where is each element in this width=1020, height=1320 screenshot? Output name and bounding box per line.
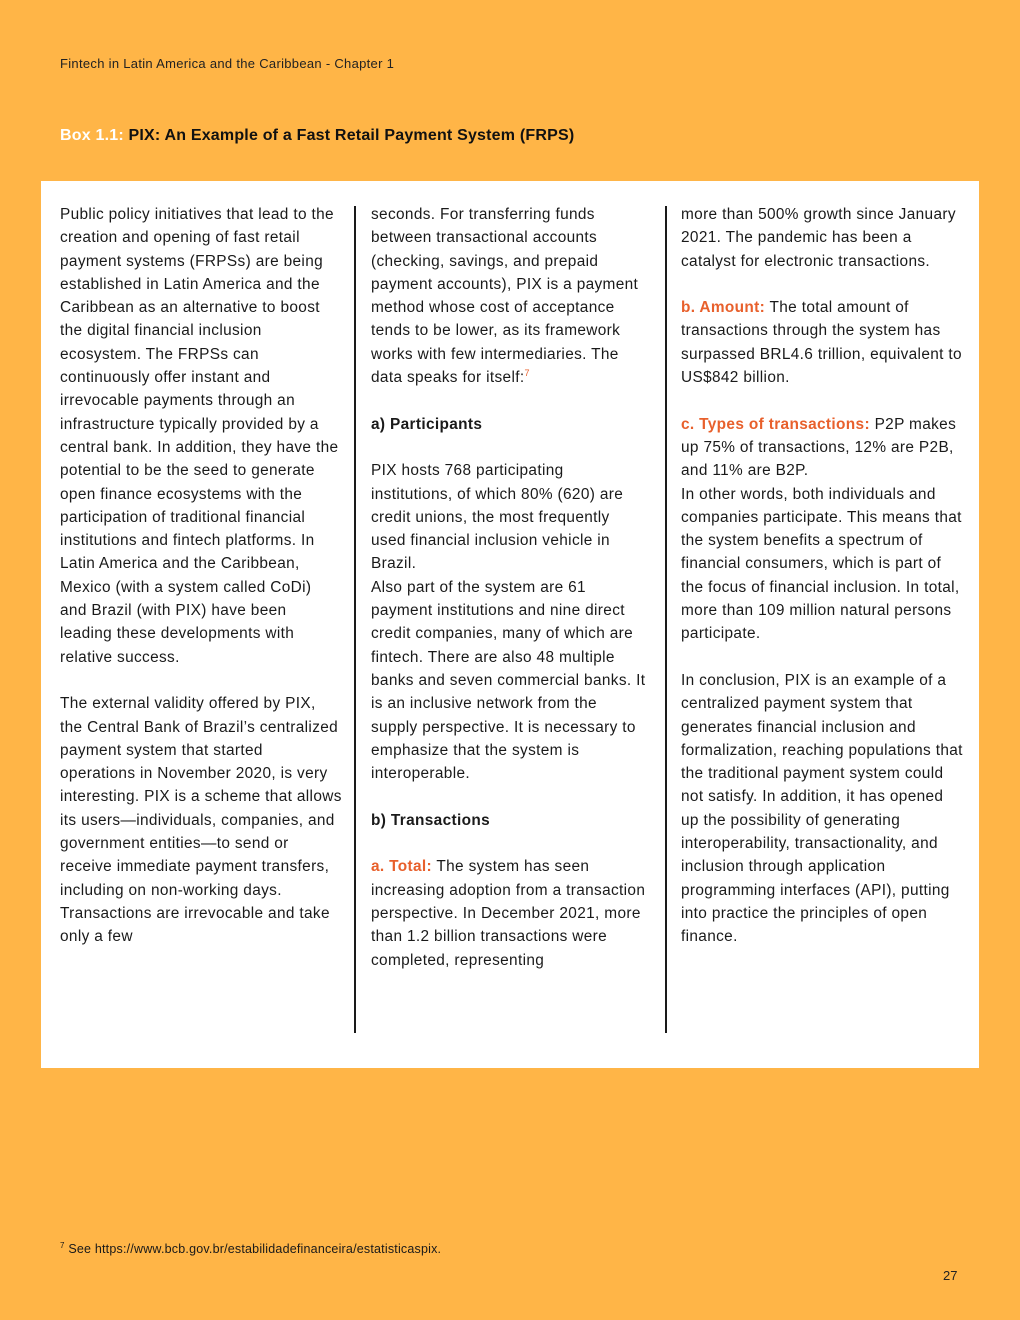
box-label: Box 1.1:: [60, 127, 124, 144]
column-1: [60, 203, 342, 949]
pix-cost-paragraph: [371, 203, 646, 389]
total-label: a. Total:: [371, 858, 433, 876]
footnote-number: 7: [60, 1241, 65, 1250]
types-label: c. Types of transactions:: [681, 415, 870, 433]
total-paragraph: [371, 855, 646, 971]
footnote: [60, 1241, 441, 1256]
amount-text: The total amount of transactions through the system has surpassed BRL4.6 trillion, equivalent to US$842 billion.: [681, 299, 962, 387]
types-text: P2P makes up 75% of transactions, 12% are P2B, and 11% are B2P.: [681, 415, 957, 480]
column-divider: [665, 206, 667, 1033]
box-title-text: PIX: An Example of a Fast Retail Payment System (FRPS): [128, 127, 575, 144]
footnote-text: See https://www.bcb.gov.br/estabilidadefinanceira/estatisticaspix.: [68, 1242, 442, 1257]
conclusion-paragraph: In conclusion, PIX is an example of a centralized payment system that generates financial inclusion and formalization, reaching populations that the traditional payment system could not satisfy. In addition, it has opened up the possibility of generating interoperability, transactionality, and inclusion through application programming interfaces (API), putting into practice the principles of open finance.: [681, 671, 963, 946]
column-2: [371, 203, 646, 972]
total-continued-paragraph: more than 500% growth since January 2021. The pandemic has been a catalyst for electronic transactions.: [681, 206, 956, 270]
footnote-ref[interactable]: 7: [524, 367, 530, 378]
participants-paragraph-2: Also part of the system are 61 payment institutions and nine direct credit companies, many of which are fintech. There are also 48 multiple banks and seven commercial banks. It is an inclusive network from the supply perspective. It is necessary to emphasize that the system is interoperable.: [371, 578, 646, 783]
column-divider: [354, 206, 356, 1033]
box-panel: [41, 181, 979, 1068]
running-header: Fintech in Latin America and the Caribbean - Chapter 1: [60, 56, 395, 71]
column-3: [681, 203, 963, 949]
amount-paragraph: [681, 296, 963, 389]
intro-paragraph: Public policy initiatives that lead to the creation and opening of fast retail payment systems (FRPSs) are being established in Latin America and the Caribbean as an alternative to boost the digital financial inclusion ecosystem. The FRPSs can continuously offer instant and irrevocable payments through an infrastructure typically provided by a central bank. In addition, they have the potential to be the seed to generate open finance ecosystems with the participation of traditional financial institutions and fintech platforms. In Latin America and the Caribbean, Mexico (with a system called CoDi) and Brazil (with PIX) have been leading these developments with relative success.: [60, 206, 339, 666]
types-paragraph: [681, 413, 963, 483]
transactions-heading: b) Transactions: [371, 811, 490, 829]
total-text: The system has seen increasing adoption from a transaction perspective. In December 2021, more than 1.2 billion transactions were completed, representing: [371, 858, 646, 969]
amount-label: b. Amount:: [681, 299, 766, 317]
participants-paragraph: PIX hosts 768 participating institutions, of which 80% (620) are credit unions, the most frequently used financial inclusion vehicle in Brazil.: [371, 462, 624, 573]
box-title: [60, 127, 574, 145]
types-paragraph-2: In other words, both individuals and companies participate. This means that the system benefits a spectrum of financial consumers, which is part of the focus of financial inclusion. In total, more than 109 million natural persons participate.: [681, 485, 962, 643]
pix-description-paragraph: The external validity offered by PIX, the Central Bank of Brazil’s centralized payment system that started operations in November 2020, is very interesting. PIX is a scheme that allows its users—individuals, companies, and government entities—to send or receive immediate payment transfers, including on non-working days. Transactions are irrevocable and take only a few: [60, 695, 342, 946]
participants-heading: a) Participants: [371, 415, 483, 433]
page-number: 27: [943, 1268, 958, 1283]
pix-cost-text: seconds. For transferring funds between transactional accounts (checking, savings, and prepaid payment accounts), PIX is a payment method whose cost of acceptance tends to be lower, as its framework works with few intermediaries. The data speaks for itself:: [371, 206, 639, 387]
